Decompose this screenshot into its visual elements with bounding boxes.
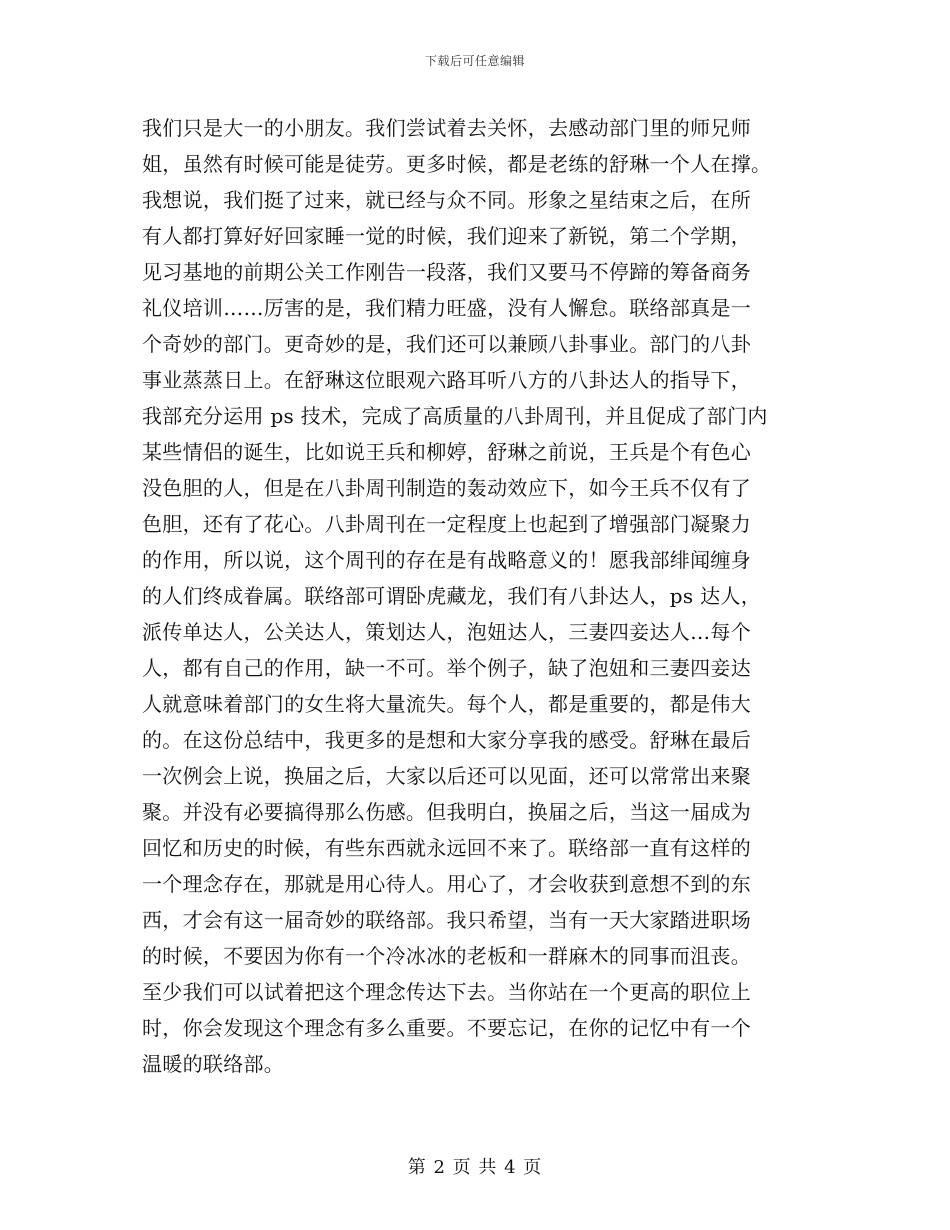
text-line: 礼仪培训……厉害的是，我们精力旺盛，没有人懈怠。联络部真是一 [142, 296, 751, 320]
text-line: 聚。并没有必要搞得那么伤感。但我明白，换届之后，当这一届成为 [142, 800, 751, 824]
text-line: 一个理念存在，那就是用心待人。用心了，才会收获到意想不到的东 [142, 872, 751, 896]
text-line: 没色胆的人，但是在八卦周刊制造的轰动效应下，如今王兵不仅有了 [142, 476, 751, 500]
text-line: 姐，虽然有时候可能是徒劳。更多时候，都是老练的舒琳一个人在撑。 [142, 152, 772, 176]
page-number: 第 2 页 共 4 页 [407, 1157, 543, 1178]
text-line: 时，你会发现这个理念有多么重要。不要忘记，在你的记忆中有一个 [142, 1016, 751, 1040]
text-line: 人就意味着部门的女生将大量流失。每个人，都是重要的，都是伟大 [142, 692, 751, 716]
text-line: 派传单达人，公关达人，策划达人，泡妞达人，三妻四妾达人…每个 [142, 620, 751, 644]
text-line: 色胆，还有了花心。八卦周刊在一定程度上也起到了增强部门凝聚力 [142, 512, 751, 536]
text-line: 有人都打算好好回家睡一觉的时候，我们迎来了新锐，第二个学期， [142, 224, 751, 248]
text-line: 我部充分运用 ps 技术，完成了高质量的八卦周刊，并且促成了部门内 [142, 404, 768, 428]
text-line: 个奇妙的部门。更奇妙的是，我们还可以兼顾八卦事业。部门的八卦 [142, 332, 751, 356]
text-line: 回忆和历史的时候，有些东西就永远回不来了。联络部一直有这样的 [142, 836, 751, 860]
body-text [142, 110, 812, 1082]
text-line: 的人们终成眷属。联络部可谓卧虎藏龙，我们有八卦达人，ps 达人， [142, 584, 762, 608]
text-line: 温暖的联络部。 [142, 1052, 285, 1076]
text-line: 一次例会上说，换届之后，大家以后还可以见面，还可以常常出来聚 [142, 764, 751, 788]
text-line: 西，才会有这一届奇妙的联络部。我只希望，当有一天大家踏进职场 [142, 908, 751, 932]
text-line: 的作用，所以说，这个周刊的存在是有战略意义的！愿我部绯闻缠身 [142, 548, 751, 572]
text-line: 事业蒸蒸日上。在舒琳这位眼观六路耳听八方的八卦达人的指导下， [142, 368, 751, 392]
text-line: 的时候，不要因为你有一个冷冰冰的老板和一群麻木的同事而沮丧。 [142, 944, 751, 968]
text-line: 我们只是大一的小朋友。我们尝试着去关怀，去感动部门里的师兄师 [142, 116, 751, 140]
text-line: 至少我们可以试着把这个理念传达下去。当你站在一个更高的职位上 [142, 980, 751, 1004]
text-line: 某些情侣的诞生，比如说王兵和柳婷，舒琳之前说，王兵是个有色心 [142, 440, 751, 464]
text-line: 的。在这份总结中，我更多的是想和大家分享我的感受。舒琳在最后 [142, 728, 751, 752]
text-line: 我想说，我们挺了过来，就已经与众不同。形象之星结束之后，在所 [142, 188, 751, 212]
text-line: 人，都有自己的作用，缺一不可。举个例子，缺了泡妞和三妻四妾达 [142, 656, 751, 680]
page-header: 下载后可任意编辑 [424, 54, 525, 68]
text-line: 见习基地的前期公关工作刚告一段落，我们又要马不停蹄的筹备商务 [142, 260, 751, 284]
